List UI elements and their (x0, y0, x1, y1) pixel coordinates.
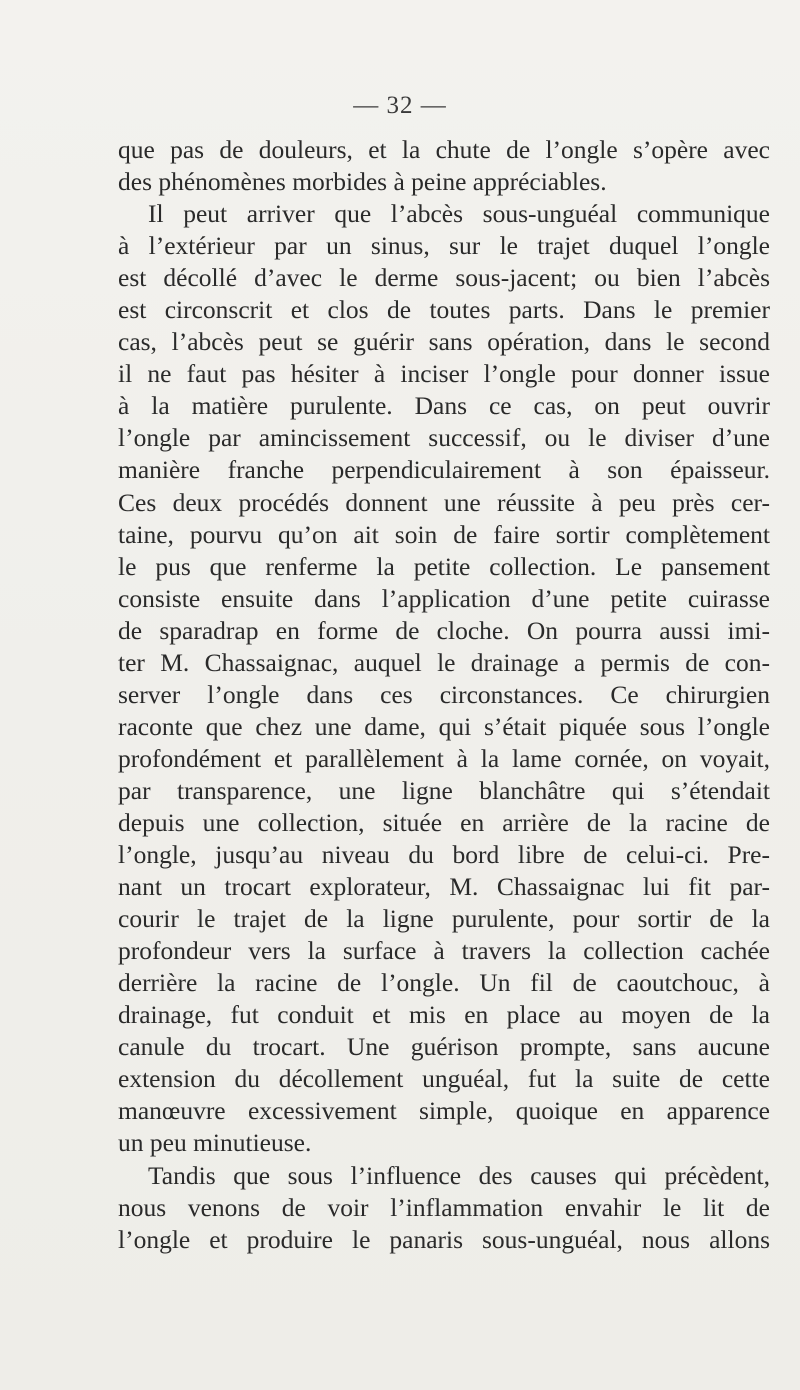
text-line: est décollé d’avec le derme sous-jacent; ou bien l’abcès (118, 263, 770, 293)
text-line: par transparence, une ligne blanchâtre qui s’étendait (118, 775, 770, 805)
text-line: Tandis que sous l’influence des causes qui précèdent, (148, 1160, 770, 1190)
text-line: à l’extérieur par un sinus, sur le trajet duquel l’ongle (118, 231, 770, 261)
text-line: ter M. Chassaignac, auquel le drainage a permis de con- (118, 647, 770, 677)
text-line: Ces deux procédés donnent une réussite à peu près cer- (118, 487, 770, 517)
text-line: nous venons de voir l’inflammation envahir le lit de (118, 1192, 770, 1222)
text-line: profondeur vers la surface à travers la collection cachée (118, 936, 770, 966)
text-line: depuis une collection, située en arrière de la racine de (118, 807, 770, 837)
text-line: consiste ensuite dans l’application d’une petite cuirasse (118, 583, 770, 613)
text-line: taine, pourvu qu’on ait soin de faire sortir complètement (118, 519, 770, 549)
text-line: manière franche perpendiculairement à son épaisseur. (118, 455, 770, 485)
text-line: de sparadrap en forme de cloche. On pourra aussi imi- (118, 615, 770, 645)
text-line: Il peut arriver que l’abcès sous-unguéal communique (148, 199, 770, 229)
text-line: l’ongle, jusqu’au niveau du bord libre de celui-ci. Pre- (118, 840, 770, 870)
text-line: l’ongle et produire le panaris sous-unguéal, nous allons (118, 1224, 770, 1254)
page-number: — 32 — (353, 92, 447, 119)
text-line: profondément et parallèlement à la lame cornée, on voyait, (118, 743, 770, 773)
text-line: un peu minutieuse. (118, 1128, 312, 1158)
text-line: raconte que chez une dame, qui s’était piquée sous l’ongle (118, 711, 770, 741)
text-line: server l’ongle dans ces circonstances. Ce chirurgien (118, 679, 770, 709)
text-line: est circonscrit et clos de toutes parts. Dans le premier (118, 295, 770, 325)
text-line: extension du décollement unguéal, fut la suite de cette (118, 1064, 770, 1094)
text-line: canule du trocart. Une guérison prompte, sans aucune (118, 1032, 770, 1062)
text-line: que pas de douleurs, et la chute de l’ongle s’opère avec (118, 135, 770, 164)
text-line: nant un trocart explorateur, M. Chassaignac lui fit par- (118, 872, 770, 902)
text-line: l’ongle par amincissement successif, ou le diviser d’une (118, 423, 770, 453)
text-line: derrière la racine de l’ongle. Un fil de caoutchouc, à (118, 968, 770, 998)
text-line: il ne faut pas hésiter à inciser l’ongle pour donner issue (118, 359, 770, 389)
text-line: cas, l’abcès peut se guérir sans opération, dans le second (118, 327, 770, 357)
text-line: à la matière purulente. Dans ce cas, on peut ouvrir (118, 391, 770, 421)
text-line: manœuvre excessivement simple, quoique en apparence (118, 1096, 770, 1126)
text-line: le pus que renferme la petite collection. Le pansement (118, 551, 770, 581)
text-line: drainage, fut conduit et mis en place au moyen de la (118, 1000, 770, 1030)
text-line: des phénomènes morbides à peine appréciables. (118, 167, 607, 197)
body-text (118, 134, 770, 1256)
text-line: courir le trajet de la ligne purulente, pour sortir de la (118, 904, 770, 934)
